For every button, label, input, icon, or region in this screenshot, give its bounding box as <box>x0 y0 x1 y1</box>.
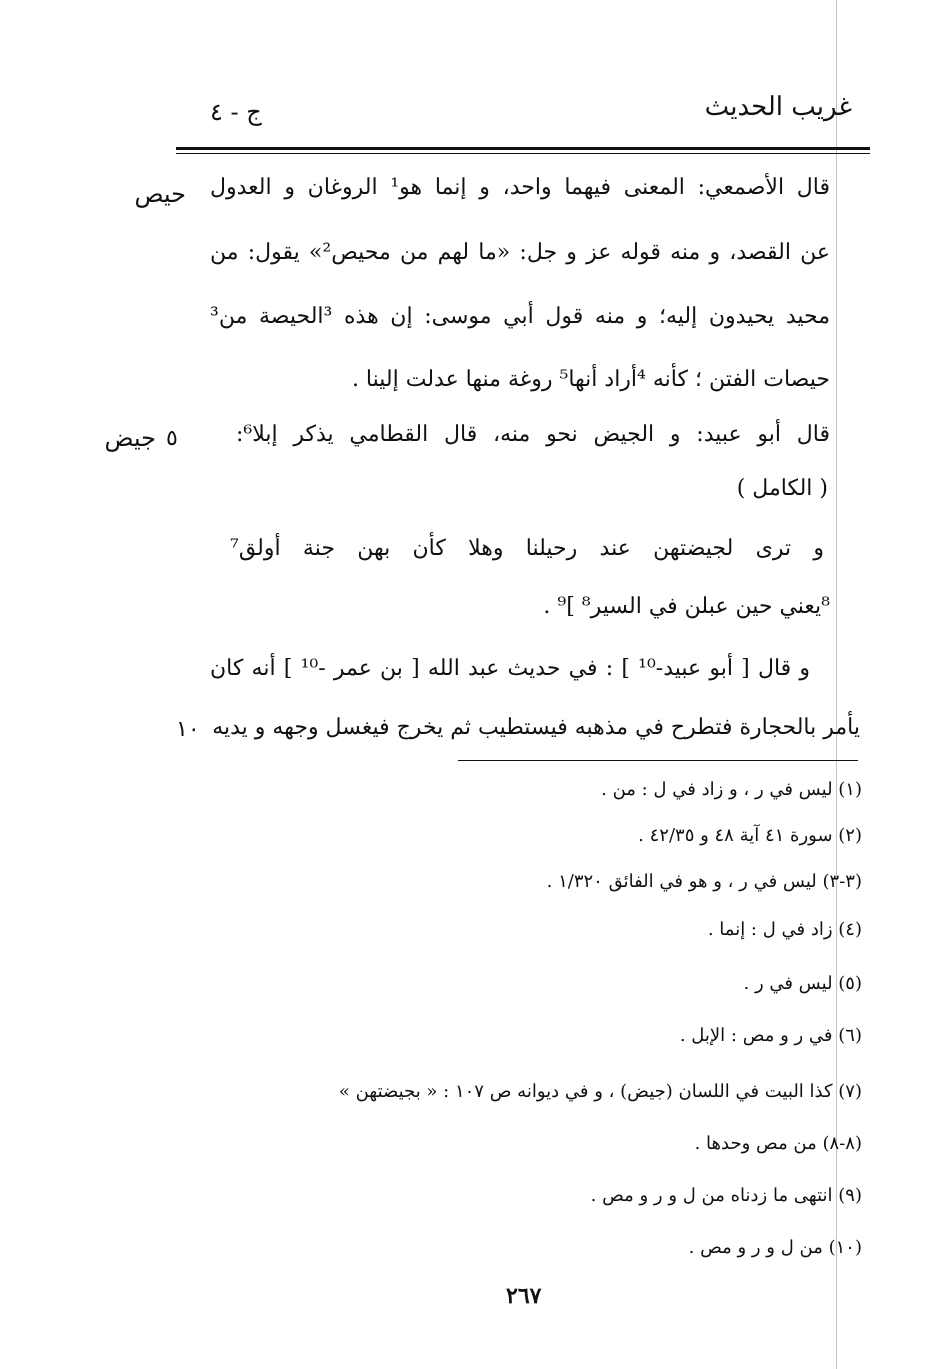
margin-entry-jayd: جيض <box>104 424 156 452</box>
scan-fold-line <box>836 0 837 1369</box>
margin-entry-hays: حيص <box>134 180 186 208</box>
poetry-verse: و ترى لجيضتهن عند رحيلنا وهلا كأن بهن جنة أولق⁷ <box>230 536 824 561</box>
footnote-5: (٥) ليس في ر . <box>743 973 862 994</box>
page-number: ٢٦٧ <box>506 1283 542 1309</box>
header-rule-thin <box>176 153 870 154</box>
footnote-3: (٣-٣) ليس في ر ، و هو في الفائق ١/٣٢٠ . <box>546 871 862 892</box>
running-title: غريب الحديث <box>704 92 852 122</box>
body-line-2: عن القصد، و منه قوله عز و جل: «ما لهم من محيص²» يقول: من <box>210 240 830 265</box>
margin-line-number-10: ١٠ <box>176 717 200 742</box>
footnote-9: (٩) انتهى ما زدناه من ل و ر و مص . <box>590 1185 862 1206</box>
volume-label: ج - ٤ <box>210 98 262 126</box>
meter-label: ( الكامل ) <box>736 476 828 501</box>
footnote-separator <box>458 760 858 761</box>
body-line-3: محيد يحيدون إليه؛ و منه قول أبي موسى: إن هذه ³الحيصة من³ <box>210 304 830 329</box>
body-line-8: و قال [ أبو عبيد-¹⁰ ] : في حديث عبد الله [ بن عمر -¹⁰ ] أنه كان <box>210 656 810 681</box>
margin-line-number-5: ٥ <box>166 426 178 451</box>
body-line-5: قال أبو عبيد: و الجيض نحو منه، قال القطامي يذكر إبلا⁶: <box>236 422 830 447</box>
body-line-7: ⁸يعني حين عبلن في السير⁸ ]⁹ . <box>543 594 830 619</box>
footnote-4: (٤) زاد في ل : إنما . <box>707 919 862 940</box>
body-line-9: يأمر بالحجارة فتطرح في مذهبه فيستطيب ثم يخرج فيغسل وجهه و يديه <box>212 715 860 740</box>
footnote-6: (٦) في ر و مص : الإبل . <box>679 1025 862 1046</box>
footnote-8: (٨-٨) من مص وحدها . <box>694 1133 862 1154</box>
body-line-1: قال الأصمعي: المعنى فيهما واحد، و إنما هو¹ الروغان و العدول <box>210 175 830 200</box>
body-line-4: حيصات الفتن ؛ كأنه ⁴أراد أنها⁵ روغة منها عدلت إلينا . <box>351 367 830 392</box>
footnote-7: (٧) كذا البيت في اللسان (جيض) ، و في ديوانه ص ١٠٧ : « بجيضتهن » <box>338 1081 862 1102</box>
footnote-2: (٢) سورة ٤١ آية ٤٨ و ٤٢/٣٥ . <box>638 825 862 846</box>
header-rule-thick <box>176 147 870 150</box>
footnote-10: (١٠) من ل و ر و مص . <box>688 1237 862 1258</box>
footnote-1: (١) ليس في ر ، و زاد في ل : من . <box>601 779 862 800</box>
